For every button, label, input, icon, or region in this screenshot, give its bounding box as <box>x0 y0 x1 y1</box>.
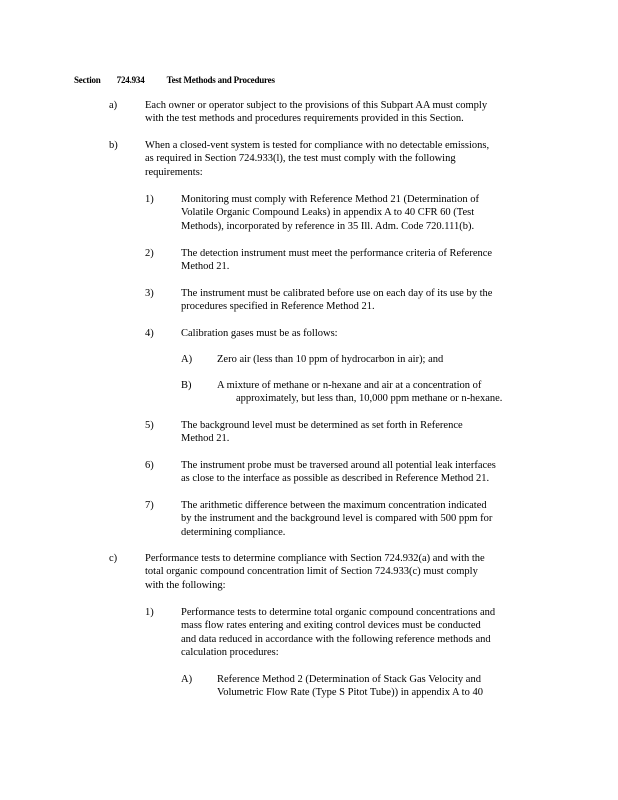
text-line: with the test methods and procedures requirements provided in this Section. <box>145 113 464 125</box>
item-a-label: a) <box>109 100 118 111</box>
item-b1-label: 1) <box>145 194 154 205</box>
item-b4a-label: A) <box>181 354 193 365</box>
text-line: Volatile Organic Compound Leaks) in appendix A to 40 CFR 60 (Test <box>181 207 475 219</box>
item-b-text <box>145 139 535 179</box>
text-line: Methods), incorporated by reference in 35 Ill. Adm. Code 720.111(b). <box>181 220 475 232</box>
text-line: Volumetric Flow Rate (Type S Pitot Tube)) in appendix A to 40 <box>217 687 483 699</box>
item-b4-text <box>181 327 536 340</box>
text-line: The detection instrument must meet the performance criteria of Reference <box>181 248 493 259</box>
item-c-text <box>145 552 535 592</box>
text-line: The instrument probe must be traversed around all potential leak interfaces <box>181 460 496 471</box>
text-line: Monitoring must comply with Reference Method 21 (Determination of <box>181 194 480 205</box>
section-label: Section <box>74 75 101 85</box>
text-line: total organic compound concentration limit of Section 724.933(c) must comply <box>145 566 478 578</box>
section-title: Test Methods and Procedures <box>166 75 275 85</box>
text-line: A mixture of methane or n-hexane and air at a concentration of <box>217 380 482 391</box>
item-b6-text <box>181 459 536 486</box>
text-line: Method 21. <box>181 433 230 445</box>
item-b4b-label: B) <box>181 380 192 391</box>
item-c1-text <box>181 606 536 660</box>
text-line: Performance tests to determine compliance with Section 724.932(a) and with the <box>145 553 485 564</box>
item-c1a-text <box>217 673 537 700</box>
text-line: requirements: <box>145 166 203 178</box>
section-number: 724.934 <box>116 75 145 85</box>
text-line: mass flow rates entering and exiting control devices must be conducted <box>181 620 481 632</box>
text-line: and data reduced in accordance with the following reference methods and <box>181 633 491 645</box>
text-line: procedures specified in Reference Method 21. <box>181 301 375 313</box>
item-b2-text <box>181 247 536 274</box>
item-b7-text <box>181 499 536 539</box>
text-line: as close to the interface as possible as described in Reference Method 21. <box>181 473 490 485</box>
text-line: with the following: <box>145 579 226 591</box>
text-line: The background level must be determined as set forth in Reference <box>181 420 463 431</box>
item-c1-label: 1) <box>145 607 154 618</box>
text-line: calculation procedures: <box>181 647 279 659</box>
item-c1a-label: A) <box>181 674 193 685</box>
item-b3-label: 3) <box>145 288 154 299</box>
text-line: Method 21. <box>181 261 230 273</box>
text-line: as required in Section 724.933(l), the test must comply with the following <box>145 153 456 165</box>
text-line: determining compliance. <box>181 526 286 538</box>
item-b7-label: 7) <box>145 500 154 511</box>
item-a-text <box>145 99 535 126</box>
text-line: The instrument must be calibrated before use on each day of its use by the <box>181 288 493 299</box>
item-b5-label: 5) <box>145 420 154 431</box>
item-b6-label: 6) <box>145 460 154 471</box>
text-line: When a closed-vent system is tested for compliance with no detectable emissions, <box>145 140 490 151</box>
text-line: Reference Method 2 (Determination of Stack Gas Velocity and <box>217 674 481 685</box>
text-line: Each owner or operator subject to the provisions of this Subpart AA must comply <box>145 100 488 111</box>
text-line: approximately, but less than, 10,000 ppm methane or n-hexane. <box>236 393 503 405</box>
text-line: Zero air (less than 10 ppm of hydrocarbon in air); and <box>217 354 444 365</box>
item-b1-text <box>181 193 536 233</box>
item-b5-text <box>181 419 536 446</box>
text-line: Performance tests to determine total organic compound concentrations and <box>181 607 496 618</box>
text-line: The arithmetic difference between the maximum concentration indicated <box>181 500 487 511</box>
text-line: Calibration gases must be as follows: <box>181 328 338 339</box>
item-b4a-text <box>217 353 537 366</box>
item-b3-text <box>181 287 536 314</box>
item-b-label: b) <box>109 140 118 151</box>
item-b4-label: 4) <box>145 328 154 339</box>
section-heading <box>74 75 275 85</box>
item-b2-label: 2) <box>145 248 154 259</box>
item-c-label: c) <box>109 553 118 564</box>
text-line: by the instrument and the background level is compared with 500 ppm for <box>181 513 493 525</box>
item-b4b-text <box>217 379 537 406</box>
